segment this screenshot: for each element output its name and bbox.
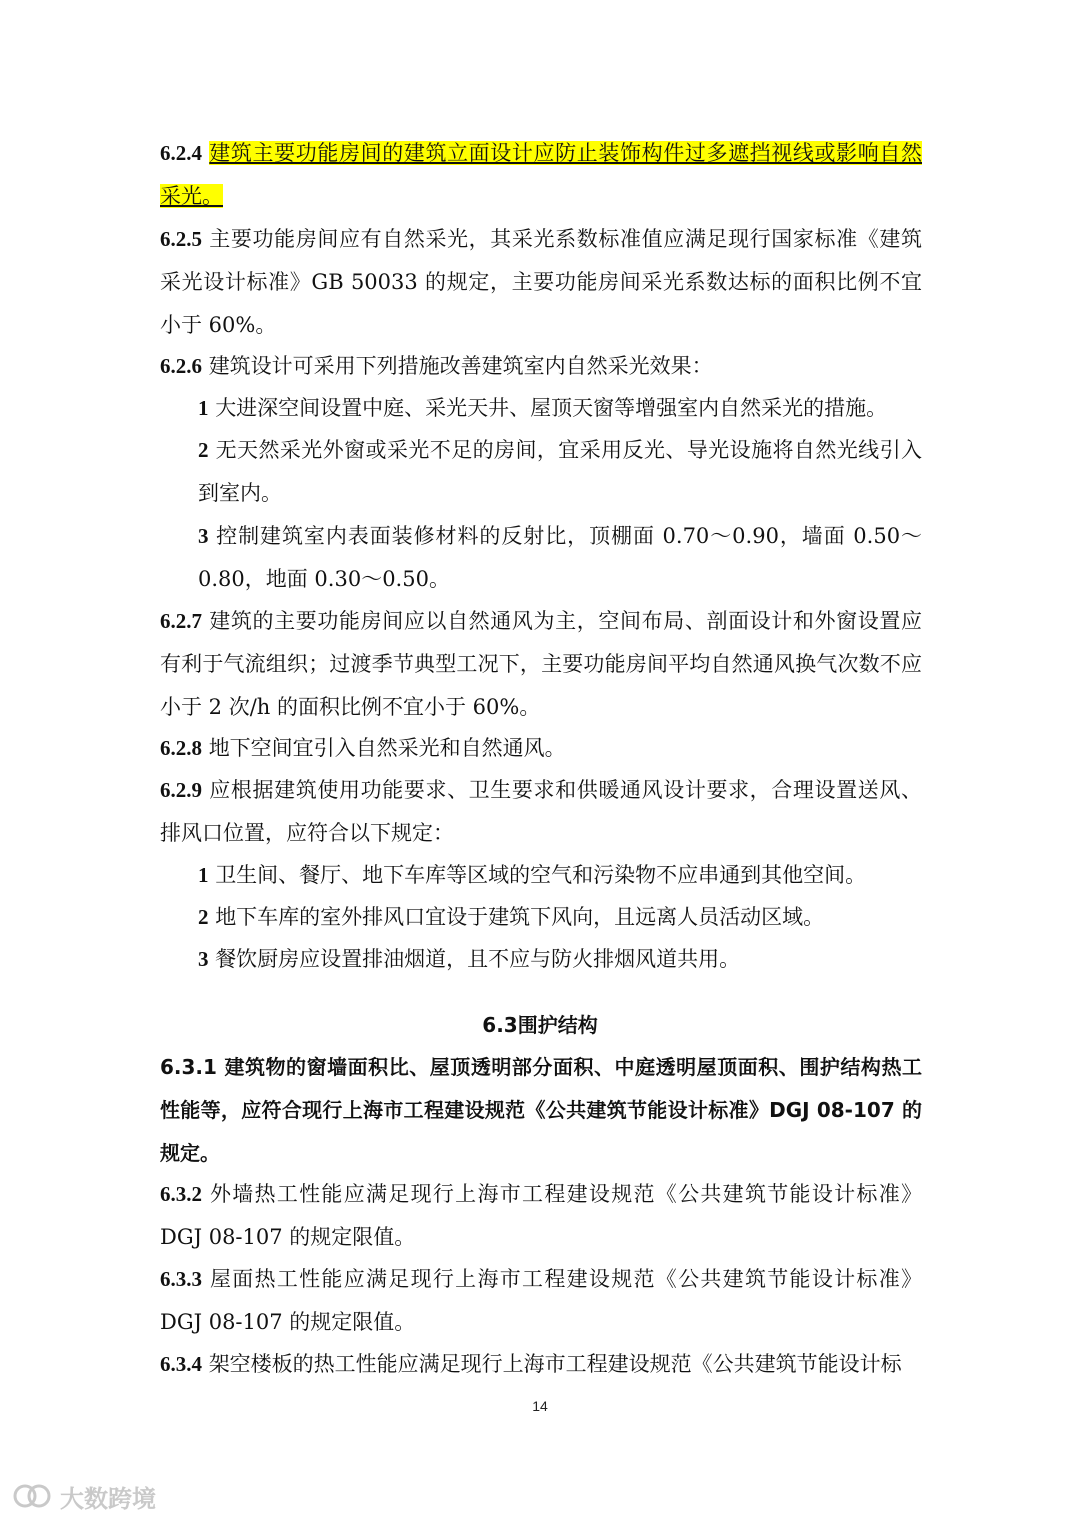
clause-text: 应根据建筑使用功能要求、卫生要求和供暖通风设计要求，合理设置送风、排风口位置，应符合以下规定：: [160, 778, 922, 845]
item-6-2-6-2: [198, 429, 922, 515]
section-title: 6.3围护结构: [482, 1013, 598, 1037]
clause-text: 建筑的主要功能房间应以自然通风为主，空间布局、剖面设计和外窗设置应有利于气流组织；过渡季节典型工况下，主要功能房间平均自然通风换气次数不应小于 2 次/h 的面积比例不宜小于 60%。: [160, 609, 922, 719]
clause-6-2-4: [160, 132, 922, 218]
watermark-logo-icon: [12, 1481, 52, 1511]
clause-text: 建筑设计可采用下列措施改善建筑室内自然采光效果：: [208, 354, 713, 378]
clause-6-2-8: [160, 727, 922, 770]
watermark: [12, 1476, 156, 1516]
clause-number: 6.2.7: [160, 609, 202, 633]
clause-6-2-9: [160, 769, 922, 855]
clause-6-3-1: [160, 1046, 922, 1175]
item-number: 3: [198, 947, 209, 971]
clause-text: 建筑物的窗墙面积比、屋顶透明部分面积、中庭透明屋顶面积、围护结构热工性能等，应符合现行上海市工程建设规范《公共建筑节能设计标准》DGJ 08-107 的规定。: [160, 1055, 922, 1165]
item-6-2-6-3: [198, 515, 922, 601]
highlighted-clause-text: 建筑主要功能房间的建筑立面设计应防止装饰构件过多遮挡视线或影响自然采光。: [160, 141, 922, 208]
clause-6-2-7: [160, 600, 922, 729]
clause-number: 6.2.6: [160, 354, 202, 378]
item-text: 地下车库的室外排风口宜设于建筑下风向，且远离人员活动区域。: [215, 905, 825, 929]
item-number: 1: [198, 396, 209, 420]
item-6-2-6-1: [198, 387, 922, 430]
item-number: 1: [198, 863, 209, 887]
clause-number: 6.2.4: [160, 141, 202, 165]
clause-6-3-4: [160, 1343, 922, 1386]
item-number: 2: [198, 438, 209, 462]
item-text: 控制建筑室内表面装修材料的反射比，顶棚面 0.70～0.90，墙面 0.50～0.80，地面 0.30～0.50。: [198, 524, 922, 591]
watermark-text: 大数跨境: [60, 1484, 156, 1513]
clause-6-2-6: [160, 345, 922, 388]
clause-number: 6.3.2: [160, 1182, 202, 1206]
item-number: 3: [198, 524, 209, 548]
item-text: 卫生间、餐厅、地下车库等区域的空气和污染物不应串通到其他空间。: [215, 863, 867, 887]
clause-number: 6.3.3: [160, 1267, 202, 1291]
item-6-2-9-2: [198, 896, 922, 939]
clause-6-3-2: [160, 1173, 922, 1259]
clause-number: 6.3.1: [160, 1055, 217, 1079]
page-number: 14: [532, 1398, 548, 1414]
clause-number: 6.2.9: [160, 778, 202, 802]
item-text: 无天然采光外窗或采光不足的房间，宜采用反光、导光设施将自然光线引入到室内。: [198, 438, 923, 505]
clause-number: 6.2.8: [160, 736, 202, 760]
clause-number: 6.2.5: [160, 227, 202, 251]
item-text: 大进深空间设置中庭、采光天井、屋顶天窗等增强室内自然采光的措施。: [215, 396, 888, 420]
item-6-2-9-3: [198, 938, 922, 981]
clause-number: 6.3.4: [160, 1352, 202, 1376]
clause-text: 外墙热工性能应满足现行上海市工程建设规范《公共建筑节能设计标准》DGJ 08-107 的规定限值。: [160, 1182, 922, 1249]
clause-6-3-3: [160, 1258, 922, 1344]
clause-text: 屋面热工性能应满足现行上海市工程建设规范《公共建筑节能设计标准》DGJ 08-107 的规定限值。: [160, 1267, 922, 1334]
clause-text: 地下空间宜引入自然采光和自然通风。: [208, 736, 566, 760]
item-number: 2: [198, 905, 209, 929]
clause-text: 主要功能房间应有自然采光，其采光系数标准值应满足现行国家标准《建筑采光设计标准》GB 50033 的规定，主要功能房间采光系数达标的面积比例不宜小于 60%。: [160, 227, 922, 337]
clause-6-2-5: [160, 218, 922, 347]
clause-text: 架空楼板的热工性能应满足现行上海市工程建设规范《公共建筑节能设计标: [208, 1352, 902, 1376]
item-6-2-9-1: [198, 854, 922, 897]
item-text: 餐饮厨房应设置排油烟道，且不应与防火排烟风道共用。: [215, 947, 741, 971]
